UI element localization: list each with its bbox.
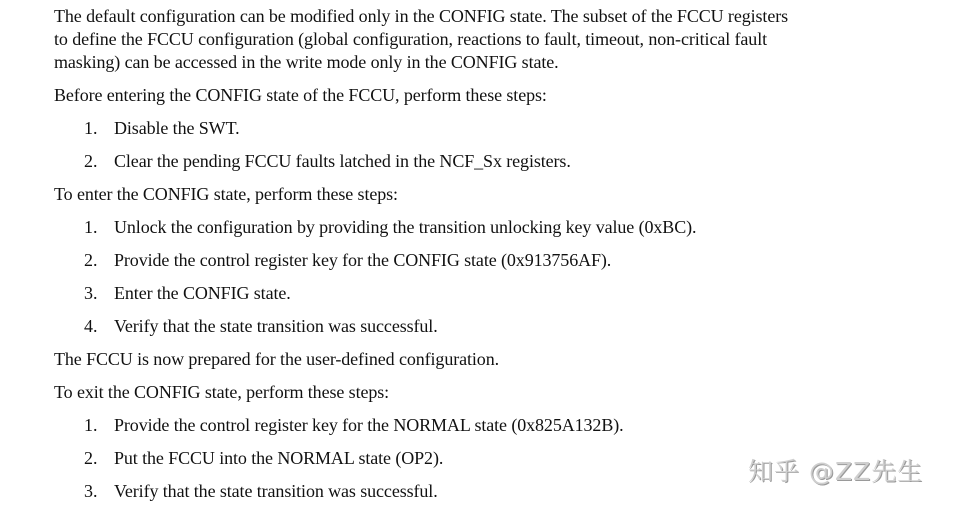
step-number: 3. bbox=[84, 481, 98, 501]
prepared-note: The FCCU is now prepared for the user-defined configuration. bbox=[54, 349, 500, 369]
step-number: 4. bbox=[84, 316, 98, 336]
step-number: 2. bbox=[84, 151, 98, 171]
step-text: Unlock the configuration by providing the transition unlocking key value (0xBC). bbox=[114, 217, 697, 237]
step-text: Put the FCCU into the NORMAL state (OP2). bbox=[114, 448, 444, 468]
step-text: Enter the CONFIG state. bbox=[114, 283, 291, 303]
step-number: 1. bbox=[84, 217, 98, 237]
step-text: Provide the control register key for the NORMAL state (0x825A132B). bbox=[114, 415, 624, 435]
step-number: 1. bbox=[84, 415, 98, 435]
step-number: 1. bbox=[84, 118, 98, 138]
before-config-heading: Before entering the CONFIG state of the FCCU, perform these steps: bbox=[54, 85, 547, 105]
intro-line-1: The default configuration can be modified only in the CONFIG state. The subset of the FCCU registers bbox=[54, 6, 789, 26]
exit-config-heading: To exit the CONFIG state, perform these steps: bbox=[54, 382, 390, 402]
step-text: Verify that the state transition was successful. bbox=[114, 316, 438, 336]
step-text: Verify that the state transition was successful. bbox=[114, 481, 438, 501]
watermark: 知乎 @ZZ先生 bbox=[748, 457, 924, 486]
step-number: 2. bbox=[84, 250, 98, 270]
intro-line-3: masking) can be accessed in the write mode only in the CONFIG state. bbox=[54, 52, 559, 72]
intro-line-2: to define the FCCU configuration (global configuration, reactions to fault, timeout, non-critical fault bbox=[54, 29, 768, 49]
step-number: 3. bbox=[84, 283, 98, 303]
step-number: 2. bbox=[84, 448, 98, 468]
step-text: Clear the pending FCCU faults latched in the NCF_Sx registers. bbox=[114, 151, 571, 171]
enter-config-heading: To enter the CONFIG state, perform these steps: bbox=[54, 184, 398, 204]
step-text: Provide the control register key for the CONFIG state (0x913756AF). bbox=[114, 250, 612, 270]
step-text: Disable the SWT. bbox=[114, 118, 240, 138]
